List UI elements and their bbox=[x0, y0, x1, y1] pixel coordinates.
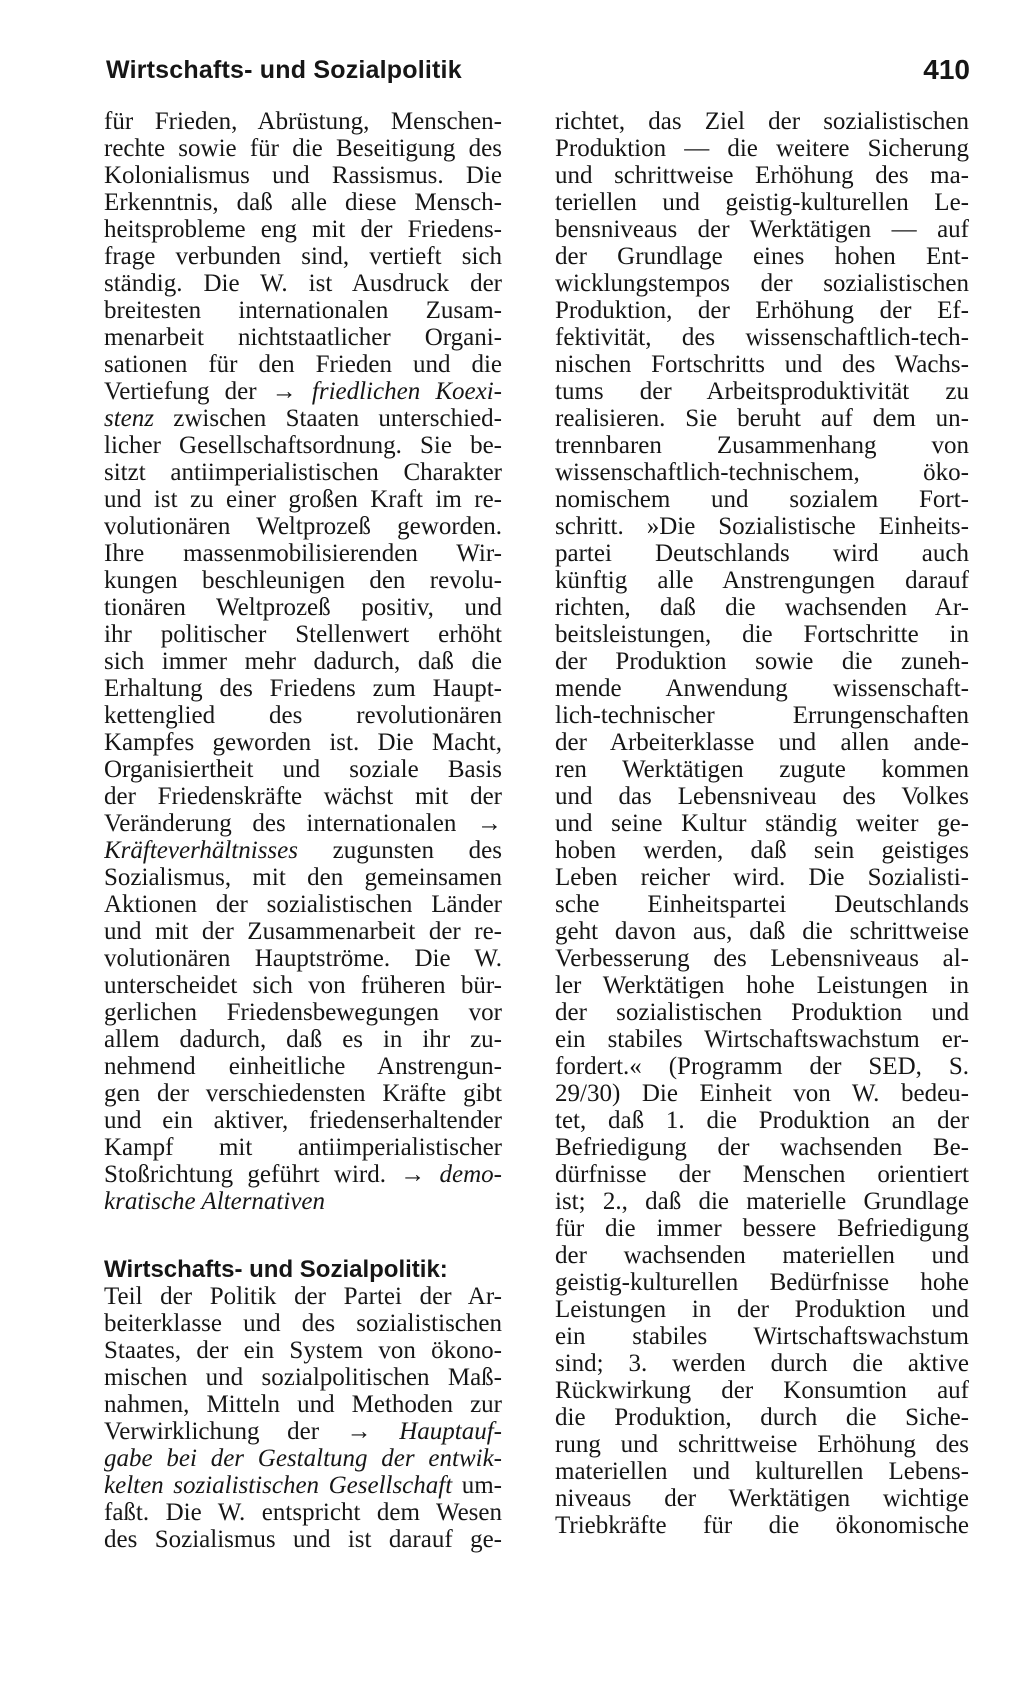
text-segment: künftig alle Anstrengungen darauf bbox=[555, 567, 969, 594]
text-line bbox=[104, 1418, 502, 1445]
text-line bbox=[104, 675, 502, 702]
text-line bbox=[555, 1053, 969, 1080]
text-segment: und mit der Zusammenarbeit der re- bbox=[104, 918, 502, 945]
text-line bbox=[104, 189, 502, 216]
text-segment: Produktion, der Erhöhung der Ef- bbox=[555, 297, 969, 324]
text-segment: tums der Arbeitsproduktivität zu bbox=[555, 378, 969, 405]
text-line bbox=[555, 1134, 969, 1161]
text-line bbox=[555, 1215, 969, 1242]
text-line bbox=[555, 1026, 969, 1053]
text-segment: und ein aktiver, friedenserhaltender bbox=[104, 1107, 502, 1134]
text-segment: breitesten internationalen Zusam- bbox=[104, 297, 502, 324]
text-line bbox=[555, 1323, 969, 1350]
text-segment: Triebkräfte für die ökonomische bbox=[555, 1512, 969, 1539]
cross-reference: Hauptauf- bbox=[399, 1418, 502, 1445]
text-segment: richtet, das Ziel der sozialistischen bbox=[555, 108, 969, 135]
text-segment: tionären Weltprozeß positiv, und bbox=[104, 594, 502, 621]
text-line bbox=[104, 1499, 502, 1526]
text-segment: Vertiefung der bbox=[104, 378, 272, 405]
text-segment: unterscheidet sich von früheren bür- bbox=[104, 972, 502, 999]
text-segment: sche Einheitspartei Deutschlands bbox=[555, 891, 969, 918]
text-segment: zugunsten des bbox=[297, 837, 502, 864]
text-segment: sitzt antiimperialistischen Charakter bbox=[104, 459, 502, 486]
text-segment: partei Deutschlands wird auch bbox=[555, 540, 969, 567]
text-line bbox=[104, 1283, 502, 1310]
text-segment: frage verbunden sind, vertieft sich bbox=[104, 243, 502, 270]
text-segment: ler Werktätigen hohe Leistungen in bbox=[555, 972, 969, 999]
text-line bbox=[104, 1256, 502, 1283]
text-line bbox=[104, 621, 502, 648]
text-line bbox=[104, 891, 502, 918]
text-line bbox=[555, 1377, 969, 1404]
text-line bbox=[555, 675, 969, 702]
text-line bbox=[555, 135, 969, 162]
text-line bbox=[104, 1445, 502, 1472]
text-segment: der Friedenskräfte wächst mit der bbox=[104, 783, 502, 810]
text-segment: fektivität, des wissenschaftlich-tech- bbox=[555, 324, 969, 351]
text-line bbox=[104, 1161, 502, 1188]
text-segment: mende Anwendung wissenschaft- bbox=[555, 675, 969, 702]
text-line bbox=[104, 729, 502, 756]
text-segment: zwischen Staaten unterschied- bbox=[154, 405, 502, 432]
entry-headword: Wirtschafts- und Sozialpolitik: bbox=[104, 1256, 448, 1283]
cross-reference: → friedlichen Koexi- bbox=[271, 378, 502, 405]
text-line bbox=[104, 999, 502, 1026]
text-segment: ein stabiles Wirtschaftswachstum bbox=[555, 1323, 969, 1350]
text-line bbox=[555, 1080, 969, 1107]
text-segment: sich immer mehr dadurch, daß die bbox=[104, 648, 502, 675]
text-line bbox=[555, 1161, 969, 1188]
text-line bbox=[104, 1337, 502, 1364]
text-line bbox=[555, 567, 969, 594]
text-line bbox=[104, 864, 502, 891]
text-segment: bensniveaus der Werktätigen — auf bbox=[555, 216, 969, 243]
text-segment: wicklungstempos der sozialistischen bbox=[555, 270, 969, 297]
text-segment: kungen beschleunigen den revolu- bbox=[104, 567, 502, 594]
text-segment: trennbaren Zusammenhang von bbox=[555, 432, 969, 459]
text-line bbox=[555, 324, 969, 351]
text-segment: des Sozialismus und ist darauf ge- bbox=[104, 1526, 502, 1553]
text-segment: und schrittweise Erhöhung des ma- bbox=[555, 162, 969, 189]
text-segment: und seine Kultur ständig weiter ge- bbox=[555, 810, 969, 837]
text-line bbox=[555, 216, 969, 243]
text-segment: rung und schrittweise Erhöhung des bbox=[555, 1431, 969, 1458]
text-segment: nischen Fortschritts und des Wachs- bbox=[555, 351, 969, 378]
text-segment: Stoßrichtung geführt wird. bbox=[104, 1161, 401, 1188]
text-line bbox=[104, 405, 502, 432]
text-segment: Sozialismus, mit den gemeinsamen bbox=[104, 864, 502, 891]
text-line bbox=[555, 243, 969, 270]
text-line bbox=[104, 1472, 502, 1499]
text-line bbox=[104, 567, 502, 594]
text-line bbox=[555, 1485, 969, 1512]
text-line bbox=[555, 378, 969, 405]
text-segment: volutionären Hauptströme. Die W. bbox=[104, 945, 502, 972]
text-segment: Organisiertheit und soziale Basis bbox=[104, 756, 502, 783]
text-segment: heitsprobleme eng mit der Friedens- bbox=[104, 216, 502, 243]
text-segment: wissenschaftlich-technischem, öko- bbox=[555, 459, 969, 486]
page-number: 410 bbox=[923, 54, 970, 85]
text-line bbox=[555, 1107, 969, 1134]
text-line bbox=[555, 1242, 969, 1269]
text-segment: sationen für den Frieden und die bbox=[104, 351, 502, 378]
text-segment: dürfnisse der Menschen orientiert bbox=[555, 1161, 969, 1188]
text-segment: Rückwirkung der Konsumtion auf bbox=[555, 1377, 969, 1404]
text-segment: nomischem und sozialem Fort- bbox=[555, 486, 969, 513]
text-segment: Staates, der ein System von ökono- bbox=[104, 1337, 502, 1364]
paragraph-gap bbox=[104, 1215, 502, 1256]
text-line bbox=[104, 1080, 502, 1107]
text-line bbox=[104, 972, 502, 999]
text-line bbox=[104, 837, 502, 864]
text-segment: Verbesserung des Lebensniveaus al- bbox=[555, 945, 969, 972]
text-segment: gerlichen Friedensbewegungen vor bbox=[104, 999, 502, 1026]
text-segment: beitsleistungen, die Fortschritte in bbox=[555, 621, 969, 648]
text-segment: rechte sowie für die Beseitigung des bbox=[104, 135, 502, 162]
text-segment: tet, daß 1. die Produktion an der bbox=[555, 1107, 969, 1134]
text-segment: Verwirklichung der → bbox=[104, 1418, 400, 1445]
text-segment: Kolonialismus und Rassismus. Die bbox=[104, 162, 502, 189]
text-segment: schritt. »Die Sozialistische Einheits- bbox=[555, 513, 969, 540]
text-segment: lich-technischer Errungenschaften bbox=[555, 702, 969, 729]
text-segment: mischen und sozialpolitischen Maß- bbox=[104, 1364, 502, 1391]
text-line bbox=[555, 1269, 969, 1296]
text-segment: geistig-kulturellen Bedürfnisse hohe bbox=[555, 1269, 969, 1296]
text-line bbox=[555, 972, 969, 999]
text-line bbox=[555, 540, 969, 567]
text-line bbox=[555, 702, 969, 729]
text-line bbox=[104, 513, 502, 540]
text-line bbox=[555, 405, 969, 432]
text-segment: und das Lebensniveau des Volkes bbox=[555, 783, 969, 810]
text-line bbox=[555, 270, 969, 297]
text-segment: menarbeit nichtstaatlicher Organi- bbox=[104, 324, 502, 351]
text-segment: licher Gesellschaftsordnung. Sie be- bbox=[104, 432, 502, 459]
text-line bbox=[104, 1107, 502, 1134]
text-line bbox=[104, 270, 502, 297]
text-segment: der wachsenden materiellen und bbox=[555, 1242, 969, 1269]
dictionary-entry bbox=[104, 1256, 502, 1553]
text-line bbox=[104, 702, 502, 729]
text-line bbox=[555, 1188, 969, 1215]
text-line bbox=[555, 459, 969, 486]
text-segment: ist; 2., daß die materielle Grundlage bbox=[555, 1188, 969, 1215]
text-line bbox=[104, 1310, 502, 1337]
text-segment: geht davon aus, daß die schrittweise bbox=[555, 918, 969, 945]
text-segment: nahmen, Mitteln und Methoden zur bbox=[104, 1391, 502, 1418]
text-line bbox=[555, 999, 969, 1026]
text-line bbox=[555, 621, 969, 648]
text-segment: und ist zu einer großen Kraft im re- bbox=[104, 486, 502, 513]
text-segment: Veränderung des internationalen → bbox=[104, 810, 502, 837]
text-line bbox=[555, 1458, 969, 1485]
text-line bbox=[104, 243, 502, 270]
text-line bbox=[555, 918, 969, 945]
text-segment: teriellen und geistig-kulturellen Le- bbox=[555, 189, 969, 216]
text-segment: gen der verschiedensten Kräfte gibt bbox=[104, 1080, 502, 1107]
cross-reference: → demo- bbox=[400, 1161, 502, 1188]
text-segment: ständig. Die W. ist Ausdruck der bbox=[104, 270, 502, 297]
text-line bbox=[104, 540, 502, 567]
text-line bbox=[104, 918, 502, 945]
text-line bbox=[104, 945, 502, 972]
text-line bbox=[104, 135, 502, 162]
cross-reference: kelten sozialistischen Gesellschaft bbox=[104, 1472, 453, 1499]
text-line bbox=[104, 1526, 502, 1553]
text-segment: 29/30) Die Einheit von W. bedeu- bbox=[555, 1080, 969, 1107]
cross-reference: gabe bei der Gestaltung der entwik- bbox=[104, 1445, 502, 1472]
text-line bbox=[555, 729, 969, 756]
text-line bbox=[104, 297, 502, 324]
cross-reference: Kräfteverhältnisses bbox=[104, 837, 298, 864]
text-segment: Befriedigung der wachsenden Be- bbox=[555, 1134, 969, 1161]
text-line bbox=[104, 432, 502, 459]
text-line bbox=[555, 1512, 969, 1539]
text-line bbox=[104, 1026, 502, 1053]
text-segment: hoben werden, daß sein geistiges bbox=[555, 837, 969, 864]
text-line bbox=[104, 324, 502, 351]
text-segment: faßt. Die W. entspricht dem Wesen bbox=[104, 1499, 502, 1526]
text-segment: der Arbeiterklasse und allen ande- bbox=[555, 729, 969, 756]
text-line bbox=[555, 1296, 969, 1323]
text-line bbox=[104, 1188, 502, 1215]
text-line bbox=[555, 108, 969, 135]
text-line bbox=[104, 108, 502, 135]
text-line bbox=[555, 297, 969, 324]
text-line bbox=[104, 459, 502, 486]
left-column bbox=[104, 108, 502, 1553]
text-segment: für Frieden, Abrüstung, Menschen- bbox=[104, 108, 502, 135]
text-segment: Produktion — die weitere Sicherung bbox=[555, 135, 969, 162]
text-segment: Ihre massenmobilisierenden Wir- bbox=[104, 540, 502, 567]
cross-reference: stenz bbox=[104, 405, 154, 432]
text-segment: ren Werktätigen zugute kommen bbox=[555, 756, 969, 783]
text-line bbox=[555, 783, 969, 810]
text-line bbox=[555, 513, 969, 540]
text-line bbox=[104, 486, 502, 513]
text-line bbox=[555, 837, 969, 864]
text-line bbox=[104, 648, 502, 675]
text-line bbox=[104, 1391, 502, 1418]
text-line bbox=[104, 756, 502, 783]
text-line bbox=[555, 945, 969, 972]
text-segment: um- bbox=[452, 1472, 502, 1499]
text-line bbox=[555, 891, 969, 918]
text-line bbox=[104, 594, 502, 621]
text-segment: sind; 3. werden durch die aktive bbox=[555, 1350, 969, 1377]
text-line bbox=[104, 783, 502, 810]
text-line bbox=[104, 216, 502, 243]
text-line bbox=[104, 162, 502, 189]
text-line bbox=[104, 1134, 502, 1161]
text-line bbox=[555, 648, 969, 675]
text-line bbox=[104, 1364, 502, 1391]
text-segment: Erkenntnis, daß alle diese Mensch- bbox=[104, 189, 502, 216]
text-segment: allem dadurch, daß es in ihr zu- bbox=[104, 1026, 502, 1053]
right-column-text bbox=[555, 108, 969, 1539]
text-segment: der Grundlage eines hohen Ent- bbox=[555, 243, 969, 270]
text-segment: volutionären Weltprozeß geworden. bbox=[104, 513, 502, 540]
text-line bbox=[555, 756, 969, 783]
running-title: Wirtschafts- und Sozialpolitik bbox=[106, 56, 462, 84]
text-segment: Erhaltung des Friedens zum Haupt- bbox=[104, 675, 502, 702]
text-segment: niveaus der Werktätigen wichtige bbox=[555, 1485, 969, 1512]
text-line bbox=[104, 351, 502, 378]
text-line bbox=[104, 378, 502, 405]
text-line bbox=[555, 351, 969, 378]
text-line bbox=[555, 162, 969, 189]
text-segment: der sozialistischen Produktion und bbox=[555, 999, 969, 1026]
text-segment: Kampfes geworden ist. Die Macht, bbox=[104, 729, 502, 756]
text-segment: für die immer bessere Befriedigung bbox=[555, 1215, 969, 1242]
text-segment: Teil der Politik der Partei der Ar- bbox=[104, 1283, 502, 1310]
text-segment: die Produktion, durch die Siche- bbox=[555, 1404, 969, 1431]
text-segment: Leben reicher wird. Die Sozialisti- bbox=[555, 864, 969, 891]
text-line bbox=[555, 810, 969, 837]
text-line bbox=[104, 810, 502, 837]
text-line bbox=[555, 432, 969, 459]
text-line bbox=[555, 486, 969, 513]
text-line bbox=[555, 1350, 969, 1377]
text-segment: kettenglied des revolutionären bbox=[104, 702, 502, 729]
text-segment: ihr politischer Stellenwert erhöht bbox=[104, 621, 502, 648]
text-segment: richten, daß die wachsenden Ar- bbox=[555, 594, 969, 621]
text-line bbox=[555, 189, 969, 216]
text-segment: beiterklasse und des sozialistischen bbox=[104, 1310, 502, 1337]
text-segment: Kampf mit antiimperialistischer bbox=[104, 1134, 502, 1161]
text-segment: materiellen und kulturellen Lebens- bbox=[555, 1458, 969, 1485]
text-line bbox=[555, 1431, 969, 1458]
text-line bbox=[104, 1053, 502, 1080]
continuation-text bbox=[104, 108, 502, 1215]
right-column bbox=[555, 108, 969, 1539]
cross-reference: kratische Alternativen bbox=[104, 1188, 326, 1215]
text-segment: nehmend einheitliche Anstrengun- bbox=[104, 1053, 502, 1080]
text-line bbox=[555, 864, 969, 891]
text-segment: Aktionen der sozialistischen Länder bbox=[104, 891, 502, 918]
text-segment: realisieren. Sie beruht auf dem un- bbox=[555, 405, 969, 432]
text-segment: der Produktion sowie die zuneh- bbox=[555, 648, 969, 675]
text-segment: fordert.« (Programm der SED, S. bbox=[555, 1053, 969, 1080]
page-header bbox=[106, 56, 970, 96]
text-segment: Leistungen in der Produktion und bbox=[555, 1296, 969, 1323]
text-line bbox=[555, 594, 969, 621]
text-line bbox=[555, 1404, 969, 1431]
text-segment: ein stabiles Wirtschaftswachstum er- bbox=[555, 1026, 969, 1053]
